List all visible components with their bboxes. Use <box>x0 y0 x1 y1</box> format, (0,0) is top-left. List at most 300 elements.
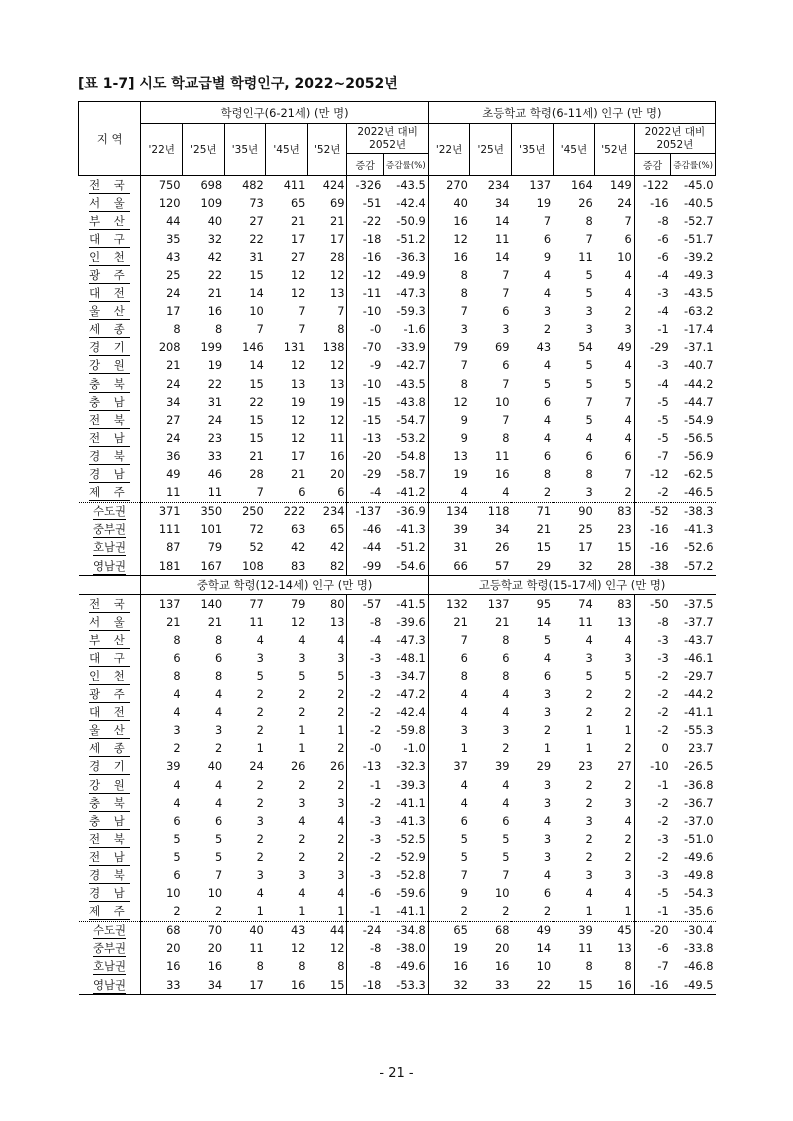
value-cell: -29 <box>362 467 382 482</box>
value-cell: 7 <box>502 412 510 427</box>
value-cell: 72 <box>249 522 264 537</box>
region-label: 영남권 <box>92 977 126 992</box>
value-cell: 2 <box>256 795 264 810</box>
value-cell: 3 <box>543 849 552 864</box>
region-label: 수도권 <box>92 504 126 519</box>
value-cell: 7 <box>428 357 470 375</box>
value-cell: 68 <box>470 921 512 940</box>
year-header: '52년 <box>595 124 635 176</box>
value-cell: -2 <box>657 813 669 828</box>
value-cell: 16 <box>595 976 635 995</box>
value-cell: 4 <box>502 485 510 500</box>
value-cell: -4 <box>657 304 669 319</box>
value-cell: -10 <box>362 376 382 391</box>
value-cell: 23 <box>595 521 635 539</box>
value-cell: 83 <box>595 502 635 521</box>
value-cell: 5 <box>307 667 347 685</box>
region-cell <box>79 321 141 339</box>
value-cell: 3 <box>298 795 306 810</box>
value-cell: 21 <box>290 467 306 482</box>
value-cell: 7 <box>298 304 306 319</box>
value-cell: 22 <box>249 394 264 409</box>
value-cell: -44.7 <box>684 394 714 409</box>
value-cell: 14 <box>494 213 510 228</box>
region-cell <box>79 447 141 465</box>
region-cell <box>79 266 141 284</box>
value-cell: 4 <box>428 776 470 794</box>
value-cell: -99 <box>362 558 382 573</box>
value-cell: 137 <box>529 177 552 192</box>
value-cell: -2 <box>657 795 669 810</box>
value-cell: 16 <box>428 212 470 230</box>
region-cell <box>79 176 141 195</box>
value-cell: 7 <box>502 268 510 283</box>
value-cell: 2 <box>307 848 347 866</box>
value-cell: 36 <box>141 447 183 465</box>
value-cell: 4 <box>595 411 635 429</box>
value-cell: 24 <box>595 194 635 212</box>
value-cell: -52.6 <box>684 540 714 555</box>
value-cell: 21 <box>536 522 552 537</box>
value-cell: 40 <box>224 921 266 940</box>
value-cell: -8 <box>370 614 382 629</box>
region-cell <box>79 466 141 484</box>
value-cell: 44 <box>307 921 347 940</box>
value-cell: 7 <box>256 485 264 500</box>
value-cell: 2 <box>595 484 635 503</box>
value-cell: 5 <box>214 849 223 864</box>
value-cell: -43.5 <box>396 177 426 192</box>
value-cell: 24 <box>141 375 183 393</box>
value-cell: 4 <box>502 687 510 702</box>
value-cell: 2 <box>543 485 552 500</box>
value-cell: 3 <box>595 649 635 667</box>
value-cell: 2 <box>298 705 306 720</box>
value-cell: 1 <box>585 904 593 919</box>
value-cell: -2 <box>370 723 382 738</box>
value-cell: -10 <box>650 759 669 774</box>
value-cell: 23.7 <box>688 741 714 756</box>
value-cell: 31 <box>207 394 223 409</box>
value-cell: 4 <box>543 412 552 427</box>
value-cell: 4 <box>543 650 552 665</box>
value-cell: 10 <box>141 885 183 903</box>
value-cell: 3 <box>502 723 510 738</box>
value-cell: 134 <box>428 502 470 521</box>
value-cell: 21 <box>141 613 183 631</box>
value-cell: 4 <box>141 686 183 704</box>
value-cell: 4 <box>543 268 552 283</box>
table-row <box>79 393 716 411</box>
table-row <box>79 194 716 212</box>
value-cell: 20 <box>494 941 510 956</box>
region-cell <box>79 230 141 248</box>
value-cell: -43.7 <box>684 632 714 647</box>
value-cell: -38.0 <box>396 941 426 956</box>
value-cell: -326 <box>355 177 382 192</box>
value-cell: 40 <box>207 759 223 774</box>
value-cell: 43 <box>141 248 183 266</box>
value-cell: 5 <box>585 286 593 301</box>
region-cell <box>79 830 141 848</box>
value-cell: -26.5 <box>684 759 714 774</box>
value-cell: 15 <box>536 540 552 555</box>
region-label: 울 산 <box>89 723 130 738</box>
value-cell: 2 <box>307 830 347 848</box>
value-cell: 8 <box>428 375 470 393</box>
value-cell: 4 <box>595 631 635 649</box>
value-cell: 26 <box>290 759 306 774</box>
region-cell <box>79 303 141 321</box>
value-cell: 12 <box>290 412 306 427</box>
value-cell: 101 <box>200 522 223 537</box>
value-cell: 14 <box>249 358 264 373</box>
value-cell: 6 <box>502 813 510 828</box>
value-cell: 2 <box>585 687 593 702</box>
value-cell: 68 <box>141 921 183 940</box>
value-cell: 15 <box>249 430 264 445</box>
region-label: 광 주 <box>89 687 130 702</box>
value-cell: -7 <box>657 959 669 974</box>
region-label: 강 원 <box>89 777 130 792</box>
year-header: '25년 <box>470 124 512 176</box>
value-cell: 4 <box>502 705 510 720</box>
value-cell: 5 <box>543 376 552 391</box>
value-cell: 424 <box>307 176 347 195</box>
top-section-body <box>79 176 716 576</box>
year-header: '25년 <box>183 124 225 176</box>
value-cell: 3 <box>428 722 470 740</box>
value-cell: -55.3 <box>684 723 714 738</box>
region-cell <box>79 521 141 539</box>
value-cell: 34 <box>141 393 183 411</box>
region-cell <box>79 940 141 958</box>
value-cell: 108 <box>242 558 264 573</box>
value-cell: 11 <box>494 448 510 463</box>
value-cell: 16 <box>141 958 183 976</box>
value-cell: 79 <box>207 540 223 555</box>
value-cell: 29 <box>536 558 552 573</box>
region-cell <box>79 776 141 794</box>
value-cell: -2 <box>370 687 382 702</box>
value-cell: 2 <box>214 741 223 756</box>
value-cell: 4 <box>585 430 593 445</box>
value-cell: -45.0 <box>684 177 714 192</box>
region-label: 호남권 <box>92 540 126 555</box>
value-cell: 11 <box>249 614 264 629</box>
value-cell: 3 <box>585 868 593 883</box>
value-cell: 27 <box>249 213 264 228</box>
table-row <box>79 539 716 557</box>
value-cell: -41.3 <box>396 813 426 828</box>
region-label: 충 북 <box>89 376 130 391</box>
value-cell: -1.0 <box>403 741 426 756</box>
value-cell: 6 <box>307 484 347 503</box>
value-cell: -15 <box>362 412 382 427</box>
value-cell: 146 <box>242 340 264 355</box>
value-cell: 4 <box>502 777 510 792</box>
table-row <box>79 212 716 230</box>
value-cell: -54.3 <box>684 886 714 901</box>
value-cell: 10 <box>536 959 552 974</box>
value-cell: -4 <box>657 268 669 283</box>
value-cell: 66 <box>428 557 470 576</box>
table-row <box>79 776 716 794</box>
value-cell: 11 <box>307 429 347 447</box>
value-cell: -49.6 <box>684 849 714 864</box>
value-cell: 22 <box>207 268 223 283</box>
value-cell: -42.4 <box>396 195 426 210</box>
value-cell: -49.9 <box>396 268 426 283</box>
value-cell: 5 <box>543 632 552 647</box>
value-cell: -37.7 <box>684 614 714 629</box>
value-cell: 2 <box>585 705 593 720</box>
value-cell: -3 <box>657 286 669 301</box>
value-cell: 34 <box>494 522 510 537</box>
value-cell: 2 <box>214 904 223 919</box>
value-cell: 7 <box>502 376 510 391</box>
value-cell: -1 <box>657 777 669 792</box>
value-cell: 2 <box>595 686 635 704</box>
value-cell: -2 <box>657 723 669 738</box>
value-cell: -20 <box>634 921 670 940</box>
region-label: 전 북 <box>89 831 130 846</box>
value-cell: -3 <box>370 668 382 683</box>
value-cell: -50.9 <box>396 213 426 228</box>
value-cell: 7 <box>543 213 552 228</box>
table-row <box>79 940 716 958</box>
value-cell: -37.5 <box>684 596 714 611</box>
table-row <box>79 230 716 248</box>
value-cell: -1 <box>370 777 382 792</box>
value-cell: 69 <box>494 340 510 355</box>
value-cell: 15 <box>553 976 595 995</box>
value-cell: 27 <box>595 758 635 776</box>
value-cell: 14 <box>249 286 264 301</box>
value-cell: -51.0 <box>684 831 714 846</box>
value-cell: 45 <box>595 921 635 940</box>
region-cell <box>79 921 141 940</box>
value-cell: 350 <box>183 502 225 521</box>
value-cell: 15 <box>595 539 635 557</box>
table-row <box>79 903 716 922</box>
value-cell: -22 <box>362 213 382 228</box>
value-cell: 4 <box>307 885 347 903</box>
value-cell: 12 <box>290 268 306 283</box>
year-header: '35년 <box>511 124 553 176</box>
value-cell: 17 <box>578 540 593 555</box>
table-header <box>79 102 716 176</box>
value-cell: -13 <box>362 759 382 774</box>
value-cell: -2 <box>657 705 669 720</box>
region-cell <box>79 484 141 503</box>
value-cell: -3 <box>657 831 669 846</box>
value-cell: 5 <box>141 848 183 866</box>
value-cell: 4 <box>543 813 552 828</box>
value-cell: 8 <box>141 667 183 685</box>
value-cell: -16 <box>634 976 670 995</box>
value-cell: 5 <box>585 412 593 427</box>
value-cell: 19 <box>290 394 306 409</box>
value-cell: 164 <box>570 177 593 192</box>
value-cell: -49.8 <box>684 868 714 883</box>
region-cell <box>79 704 141 722</box>
value-cell: 8 <box>307 958 347 976</box>
value-cell: -2 <box>657 485 669 500</box>
region-cell <box>79 758 141 776</box>
value-cell: 3 <box>298 650 306 665</box>
value-cell: -17.4 <box>684 322 714 337</box>
value-cell: 8 <box>298 959 306 974</box>
value-cell: 49 <box>141 466 183 484</box>
table-row <box>79 848 716 866</box>
region-cell <box>79 976 141 995</box>
value-cell: 82 <box>307 557 347 576</box>
value-cell: 39 <box>494 759 510 774</box>
value-cell: 15 <box>307 976 347 995</box>
region-label: 경 기 <box>89 340 130 355</box>
value-cell: 2 <box>256 777 264 792</box>
value-cell: 6 <box>543 448 552 463</box>
value-cell: -6 <box>370 886 382 901</box>
value-cell: 5 <box>595 375 635 393</box>
value-cell: 21 <box>207 286 223 301</box>
value-cell: 4 <box>307 631 347 649</box>
value-cell: -54.9 <box>684 412 714 427</box>
value-cell: -43.5 <box>396 376 426 391</box>
region-cell <box>79 339 141 357</box>
value-cell: 2 <box>298 777 306 792</box>
value-cell: 34 <box>494 195 510 210</box>
value-cell: 5 <box>502 831 510 846</box>
value-cell: -50 <box>650 596 669 611</box>
region-cell <box>79 411 141 429</box>
value-cell: 35 <box>141 230 183 248</box>
year-header: '22년 <box>428 124 470 176</box>
value-cell: -41.1 <box>396 904 426 919</box>
value-cell: 4 <box>595 357 635 375</box>
value-cell: 40 <box>207 213 223 228</box>
value-cell: 2 <box>595 830 635 848</box>
value-cell: 2 <box>298 849 306 864</box>
value-cell: 6 <box>543 668 552 683</box>
value-cell: 222 <box>266 502 308 521</box>
value-cell: 7 <box>585 231 593 246</box>
table-row <box>79 885 716 903</box>
region-cell <box>79 885 141 903</box>
table-row <box>79 285 716 303</box>
group-header-middle: 중학교 학령(12-14세) 인구 (만 명) <box>141 576 428 595</box>
value-cell: 3 <box>543 304 552 319</box>
table-title: [표 1-7] 시도 학교급별 학령인구, 2022~2052년 <box>78 76 398 92</box>
value-cell: 10 <box>249 304 264 319</box>
value-cell: 131 <box>283 340 306 355</box>
value-cell: -62.5 <box>684 467 714 482</box>
value-cell: 65 <box>307 521 347 539</box>
value-cell: 2 <box>595 303 635 321</box>
value-cell: 22 <box>207 376 223 391</box>
value-cell: 4 <box>428 794 470 812</box>
value-cell: 6 <box>298 485 306 500</box>
region-label: 경 북 <box>89 868 130 883</box>
group-header-high: 고등학교 학령(15-17세) 인구 (만 명) <box>428 576 715 595</box>
region-cell <box>79 649 141 667</box>
value-cell: 5 <box>585 358 593 373</box>
value-cell: 12 <box>290 941 306 956</box>
value-cell: 3 <box>585 304 593 319</box>
region-label: 경 기 <box>89 759 130 774</box>
value-cell: -46 <box>362 522 382 537</box>
value-cell: 7 <box>502 868 510 883</box>
value-cell: 8 <box>502 430 510 445</box>
value-cell: 42 <box>307 539 347 557</box>
value-cell: 3 <box>595 321 635 339</box>
value-cell: -0 <box>370 741 382 756</box>
year-header: '45년 <box>266 124 308 176</box>
value-cell: 371 <box>141 502 183 521</box>
value-cell: 27 <box>141 411 183 429</box>
value-cell: -49.3 <box>684 268 714 283</box>
value-cell: 12 <box>307 266 347 284</box>
value-cell: 109 <box>200 195 223 210</box>
value-cell: -36.9 <box>383 502 428 521</box>
value-cell: 16 <box>266 976 308 995</box>
value-cell: 7 <box>214 868 223 883</box>
table-row <box>79 375 716 393</box>
region-cell <box>79 722 141 740</box>
value-cell: 19 <box>207 358 223 373</box>
region-label: 충 남 <box>89 394 130 409</box>
value-cell: -41.1 <box>396 795 426 810</box>
value-cell: 5 <box>585 668 593 683</box>
value-cell: 12 <box>428 393 470 411</box>
value-cell: -6 <box>657 231 669 246</box>
value-cell: -44 <box>362 540 382 555</box>
value-cell: 19 <box>536 195 552 210</box>
value-cell: -52.7 <box>684 213 714 228</box>
value-cell: 13 <box>307 285 347 303</box>
value-cell: 46 <box>207 467 223 482</box>
value-cell: 208 <box>141 339 183 357</box>
value-cell: 250 <box>224 502 266 521</box>
value-cell: -13 <box>362 430 382 445</box>
region-cell <box>79 631 141 649</box>
table-row <box>79 321 716 339</box>
value-cell: 3 <box>307 794 347 812</box>
region-cell <box>79 357 141 375</box>
region-cell <box>79 393 141 411</box>
value-cell: 3 <box>256 650 264 665</box>
value-cell: 32 <box>428 976 470 995</box>
value-cell: -3 <box>370 868 382 883</box>
value-cell: -41.2 <box>396 485 426 500</box>
value-cell: 28 <box>595 557 635 576</box>
value-cell: 6 <box>141 812 183 830</box>
value-cell: 3 <box>502 322 510 337</box>
table-row <box>79 411 716 429</box>
value-cell: -5 <box>657 394 669 409</box>
value-cell: -46.1 <box>684 650 714 665</box>
value-cell: 21 <box>141 357 183 375</box>
year-header: '22년 <box>141 124 183 176</box>
value-cell: 4 <box>141 704 183 722</box>
value-cell: 31 <box>249 249 264 264</box>
value-cell: 2 <box>141 740 183 758</box>
table-row <box>79 921 716 940</box>
value-cell: -7 <box>657 448 669 463</box>
region-header: 지 역 <box>79 102 141 176</box>
region-label: 대 전 <box>89 705 130 720</box>
